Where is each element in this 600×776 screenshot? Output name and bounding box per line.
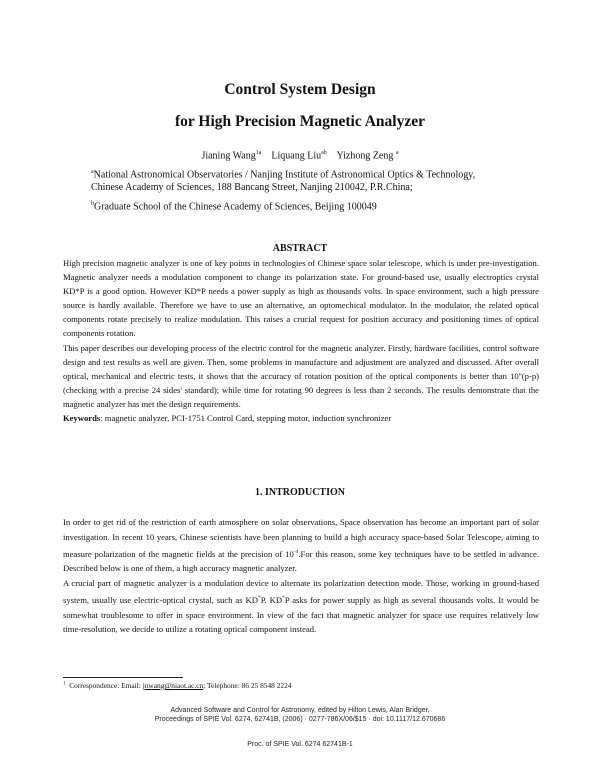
footnote-telephone: ; Telephone: 86 25 8548 2224 [203, 681, 292, 690]
affiliation-sup: a [91, 169, 94, 175]
page-number: Proc. of SPIE Vol. 6274 62741B-1 [247, 741, 353, 748]
footnote-sup: 1 [63, 681, 66, 687]
footer-citation-line1: Advanced Software and Control for Astronomy, edited by Hilton Lewis, Alan Bridger, [170, 707, 430, 714]
affiliation-text: National Astronomical Observatories / Nanjing Institute of Astronomical Optics & Technology, [93, 169, 476, 181]
intro-sup: * [282, 594, 285, 601]
abstract-body [63, 256, 539, 425]
author-sup: a [395, 150, 399, 156]
author-name: Jianing Wang [201, 150, 256, 162]
keywords-line [63, 411, 539, 425]
paper-title-line1: Control System Design [224, 81, 376, 98]
intro-sup: * [257, 594, 261, 601]
affiliation-a-line1 [91, 166, 475, 181]
intro-sup: -4 [293, 548, 299, 555]
intro-paragraph [63, 576, 539, 637]
affiliation-a-line2: Chinese Academy of Sciences, 188 Bancang Street, Nanjing 210042, P.R.China; [91, 182, 413, 193]
author-name: Liquang Liu [271, 150, 322, 162]
author-sup: 1a [255, 150, 262, 156]
author-name: Yizhong Zeng [336, 150, 394, 162]
affiliation-sup: b [91, 201, 94, 207]
affiliation-b [91, 198, 377, 213]
intro-text: A crucial part of magnetic analyzer is a modulation device to alternate its polarization detection mode. Those, working in ground-based system, usually use electric-optical crystal, such as KD [63, 578, 539, 605]
intro-text: P. KD [260, 594, 283, 605]
intro-text: In order to get rid of the restriction of earth atmosphere on solar observations, Space observation has become an important part of solar investigation. In recent 10 years, Chinese scientists have been planning to build a high accuracy space-based Solar Telescope, aiming to measure polarization of the magnetic fields at the precision of 10 [63, 517, 539, 559]
intro-text: P asks for power supply as high as several thousands volts. It would be somewhat troublesome to offer in space environment. In view of the fact that magnetic analyzer for space use requires relatively low time-resolution, we decide to utilize a rotating optical component instead. [63, 594, 540, 635]
intro-text: .For this reason, some key techniques have to be settled in advance. Described below is one of them, a high accuracy magnetic analyzer. [63, 548, 540, 574]
author-list [0, 150, 600, 161]
footnote [63, 681, 292, 690]
email-link[interactable]: jnwang@niaot.ac.cn [142, 681, 204, 690]
affiliation-text: Graduate School of the Chinese Academy of Sciences, Beijing 100049 [94, 201, 377, 213]
abstract-paragraph: High precision magnetic analyzer is one of key points in technologies of Chinese space solar telescope, which is under pre-investigation. Magnetic analyzer needs a modulation component to change its polarization state. For ground-based use, usually electroptics crystal KD*P is a good option. However KD*P needs a power supply as high as thousands volts. In space environment, such a high pressure source is hardly available. Therefore we have to use an alternative, an optomechical modulator. In the modulator, the related optical components rotate precisely to realize modulation. This raises a crucial request for position accuracy and positioning times of optical components rotation. [63, 258, 539, 339]
introduction-body [63, 515, 539, 637]
keywords-text: : magnetic analyzer, PCI-1751 Control Card, stepping motor, induction synchronizer [100, 413, 392, 424]
abstract-paragraph: This paper describes our developing process of the electric control for the magnetic analyzer. Firstly, hardware facilities, control software design and test results as well are given. Then, some problems in manufacture and adjustment are analyzed and discussed. After overall optical, mechanical and electric tests, it shows that the accuracy of rotation position of the optical components is better than 10''(p-p)(checking with a precise 24 sides' standard); while time for rotating 90 degrees is less than 2 seconds. The results demonstrate that the magnetic analyzer has met the design requirements. [63, 342, 539, 409]
footnote-label: Correspondence: Email: [69, 681, 143, 690]
paper-title-line2: for High Precision Magnetic Analyzer [175, 113, 425, 130]
keywords-label: Keywords [63, 413, 101, 424]
footer-citation-line2: Proceedings of SPIE Vol. 6274, 62741B, (2006) · 0277-786X/06/$15 · doi: 10.1117/12.670686 [154, 716, 446, 723]
abstract-heading: ABSTRACT [272, 243, 328, 254]
footnote-divider [63, 677, 183, 678]
author-sup: ab [321, 150, 327, 156]
section-heading: 1. INTRODUCTION [254, 487, 345, 498]
intro-paragraph [63, 515, 539, 576]
